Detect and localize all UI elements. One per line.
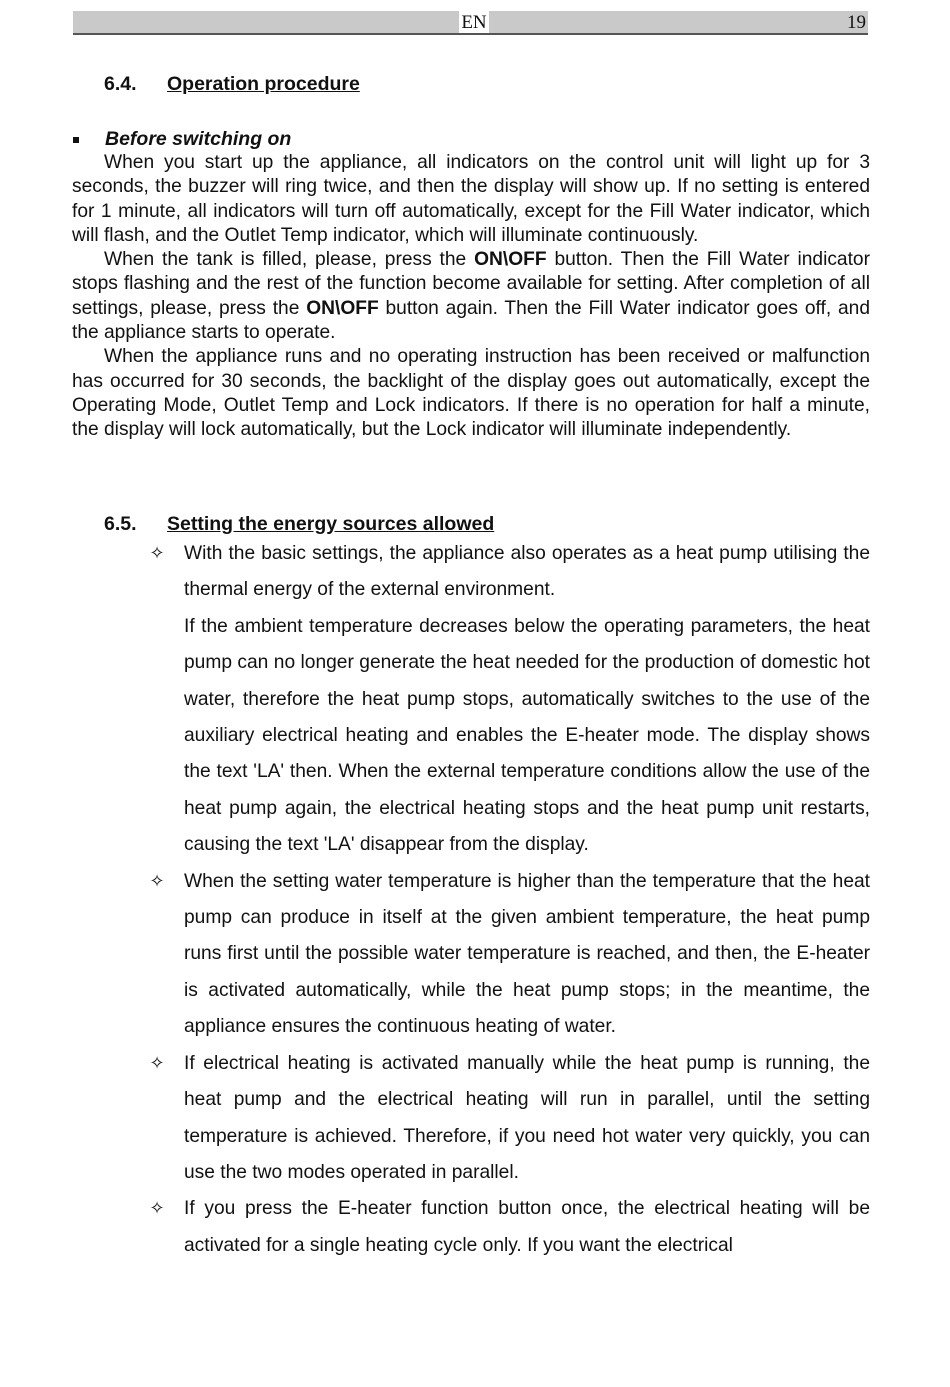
list-item-text: If the ambient temperature decreases below the operating parameters, the heat pump can no longer generate the heat needed for the production of domestic hot water, therefore the heat pump stops, automatically switches to the use of the auxiliary electrical heating and enables the E-heater mode. The display shows the text 'LA' then. When the external temperature conditions allow the use of the heat pump again, the electrical heating stops and the heat pump unit restarts, causing the text 'LA' disappear from the display. (184, 615, 870, 856)
list-item-text: If electrical heating is activated manually while the heat pump is running, the heat pump and the electrical heating will run in parallel, until the setting temperature is achieved. Therefore, if you need hot water very quickly, you can use the two modes operated in parallel. (184, 1052, 870, 1183)
energy-sources-list (146, 536, 876, 1264)
paragraph: When the appliance runs and no operating instruction has been received or malfunction has occurred for 30 seconds, the backlight of the display goes out automatically, except the Operating Mode, Outlet Temp and Lock indicators. If there is no operation for half a minute, the display will lock automatically, but the Lock indicator will illuminate independently. (72, 346, 870, 441)
on-off-button-label: ON\OFF (474, 249, 547, 271)
subheading-label: Before switching on (105, 128, 292, 150)
four-point-star-icon: ✧ (149, 1052, 165, 1074)
four-point-star-icon: ✧ (149, 543, 165, 564)
section-number: 6.4. (104, 73, 137, 95)
four-point-star-icon: ✧ (149, 870, 165, 892)
list-item (146, 1191, 876, 1264)
section-title: Operation procedure (167, 73, 360, 95)
section-title: Setting the energy sources allowed (167, 513, 495, 535)
paragraph: When the tank is filled, please, press the ON\OFF button. Then the Fill Water indicator stops flashing and the rest of the function become available for setting. After completion of all settings, please, press the ON\OFF button again. Then the Fill Water indicator goes off, and the appliance starts to operate. (72, 249, 870, 344)
on-off-button-label: ON\OFF (306, 297, 379, 319)
list-item (146, 1046, 876, 1192)
section-number: 6.5. (104, 513, 137, 535)
list-item-text: With the basic settings, the appliance also operates as a heat pump utilising the thermal energy of the external environment. (184, 543, 870, 601)
page-header (73, 11, 868, 35)
list-item (146, 536, 876, 864)
list-item-text: If you press the E-heater function button once, the electrical heating will be activated for a single heating cycle only. If you want the electrical (184, 1198, 870, 1256)
page-number: 19 (847, 12, 866, 33)
list-item-text: When the setting water temperature is higher than the temperature that the heat pump can produce in itself at the given ambient temperature, the heat pump runs first until the possible water temperature is reached, and then, the E-heater is activated automatically, while the heat pump stops; in the meantime, the appliance ensures the continuous heating of water. (184, 870, 870, 1038)
paragraph: When you start up the appliance, all indicators on the control unit will light up for 3 seconds, the buzzer will ring twice, and then the display will show up. If no setting is entered for 1 minute, all indicators will turn off automatically, except for the Fill Water indicator, which will flash, and the Outlet Temp indicator, which will illuminate continuously. (72, 152, 870, 246)
section-6-4-body (72, 151, 870, 443)
header-language: EN (459, 11, 489, 33)
list-item (146, 864, 876, 1046)
square-bullet-icon (73, 137, 79, 143)
four-point-star-icon: ✧ (149, 1198, 165, 1220)
